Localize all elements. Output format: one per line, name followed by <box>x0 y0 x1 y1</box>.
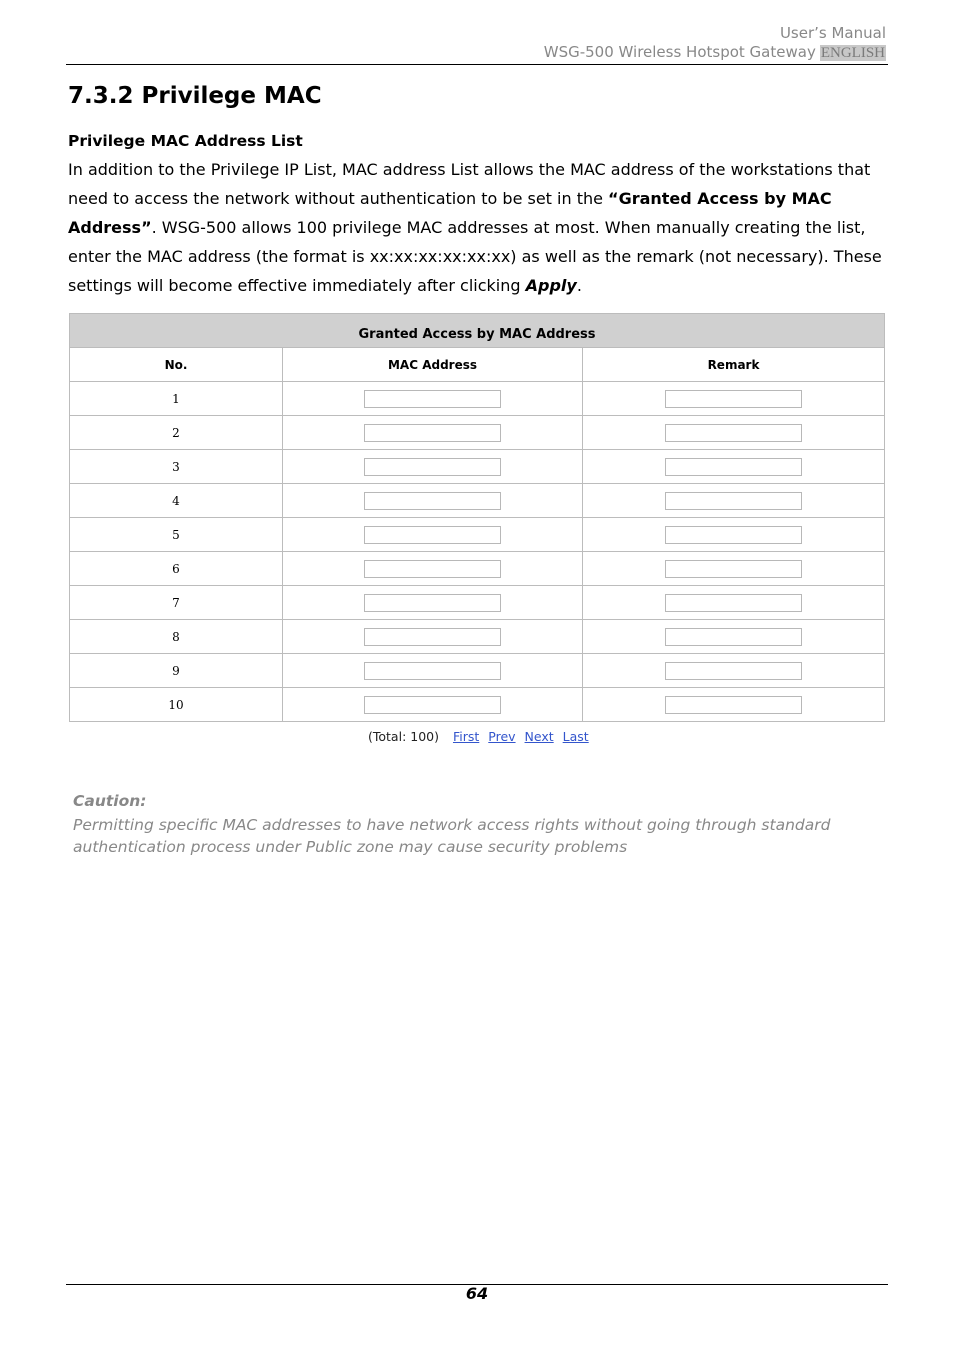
remark-input[interactable] <box>665 390 802 408</box>
mac-address-input[interactable] <box>364 458 501 476</box>
row-number: 2 <box>70 416 283 450</box>
body-text-3: . <box>576 276 582 295</box>
mac-cell <box>283 620 583 654</box>
mac-address-input[interactable] <box>364 696 501 714</box>
page-number: 64 <box>465 1284 489 1303</box>
mac-cell <box>283 586 583 620</box>
mac-address-input[interactable] <box>364 492 501 510</box>
caution-title: Caution: <box>73 792 147 810</box>
row-number: 4 <box>70 484 283 518</box>
table-row <box>70 620 885 654</box>
row-number: 7 <box>70 586 283 620</box>
remark-input[interactable] <box>665 560 802 578</box>
product-line <box>544 43 886 63</box>
body-text-1: In addition to the Privilege IP List, MAC address List allows the MAC address of the workstations that need to access the network without authentication to be set in the <box>68 160 871 208</box>
remark-input[interactable] <box>665 662 802 680</box>
total-count: (Total: 100) <box>368 729 439 744</box>
col-header-mac: MAC Address <box>283 348 583 382</box>
table-row <box>70 416 885 450</box>
table-title: Granted Access by MAC Address <box>70 314 885 348</box>
remark-cell <box>583 382 885 416</box>
section-title: 7.3.2 Privilege MAC <box>68 83 322 109</box>
col-header-no: No. <box>70 348 283 382</box>
language-badge: ENGLISH <box>820 45 885 61</box>
row-number: 3 <box>70 450 283 484</box>
mac-address-input[interactable] <box>364 424 501 442</box>
first-page-link[interactable]: First <box>452 729 480 744</box>
mac-cell <box>283 416 583 450</box>
remark-input[interactable] <box>665 594 802 612</box>
apply-term: Apply <box>525 276 577 295</box>
next-page-link[interactable]: Next <box>524 729 554 744</box>
row-number: 1 <box>70 382 283 416</box>
mac-cell <box>283 654 583 688</box>
body-text-2: . WSG-500 allows 100 privilege MAC addresses at most. When manually creating the list, enter the MAC address (the format is xx:xx:xx:xx:xx:xx) as well as the remark (not necessary). These settings will become effective immediately after clicking <box>68 218 882 295</box>
manual-label: User’s Manual <box>779 24 886 42</box>
mac-cell <box>283 552 583 586</box>
row-number: 6 <box>70 552 283 586</box>
remark-cell <box>583 688 885 722</box>
mac-address-input[interactable] <box>364 390 501 408</box>
mac-address-input[interactable] <box>364 628 501 646</box>
remark-input[interactable] <box>665 696 802 714</box>
remark-cell <box>583 654 885 688</box>
mac-address-input[interactable] <box>364 560 501 578</box>
remark-input[interactable] <box>665 424 802 442</box>
remark-input[interactable] <box>665 492 802 510</box>
mac-cell <box>283 484 583 518</box>
table-row <box>70 382 885 416</box>
mac-cell <box>283 518 583 552</box>
caution-text: Permitting specific MAC addresses to have network access rights without going through standard authentication process under Public zone may cause security problems <box>73 816 831 856</box>
body-paragraph <box>68 155 888 300</box>
pager <box>368 729 594 744</box>
remark-cell <box>583 586 885 620</box>
table-row <box>70 552 885 586</box>
mac-address-input[interactable] <box>364 526 501 544</box>
row-number: 8 <box>70 620 283 654</box>
mac-address-input[interactable] <box>364 662 501 680</box>
table-row <box>70 484 885 518</box>
remark-input[interactable] <box>665 526 802 544</box>
remark-cell <box>583 552 885 586</box>
mac-address-input[interactable] <box>364 594 501 612</box>
remark-cell <box>583 416 885 450</box>
page-header <box>544 24 886 63</box>
table-row <box>70 450 885 484</box>
mac-cell <box>283 450 583 484</box>
table-row <box>70 688 885 722</box>
row-number: 10 <box>70 688 283 722</box>
header-divider <box>66 64 888 65</box>
remark-input[interactable] <box>665 458 802 476</box>
body-bold-1: “Granted Access by MAC Address” <box>68 189 832 237</box>
prev-page-link[interactable]: Prev <box>488 729 516 744</box>
mac-cell <box>283 688 583 722</box>
table-row <box>70 518 885 552</box>
product-name: WSG-500 Wireless Hotspot Gateway <box>543 43 816 61</box>
remark-cell <box>583 518 885 552</box>
last-page-link[interactable]: Last <box>562 729 589 744</box>
remark-cell <box>583 484 885 518</box>
mac-cell <box>283 382 583 416</box>
table-row <box>70 654 885 688</box>
remark-cell <box>583 620 885 654</box>
row-number: 9 <box>70 654 283 688</box>
subheading: Privilege MAC Address List <box>68 132 303 150</box>
row-number: 5 <box>70 518 283 552</box>
remark-cell <box>583 450 885 484</box>
col-header-remark: Remark <box>583 348 885 382</box>
table-row <box>70 586 885 620</box>
granted-access-table <box>69 313 885 722</box>
remark-input[interactable] <box>665 628 802 646</box>
